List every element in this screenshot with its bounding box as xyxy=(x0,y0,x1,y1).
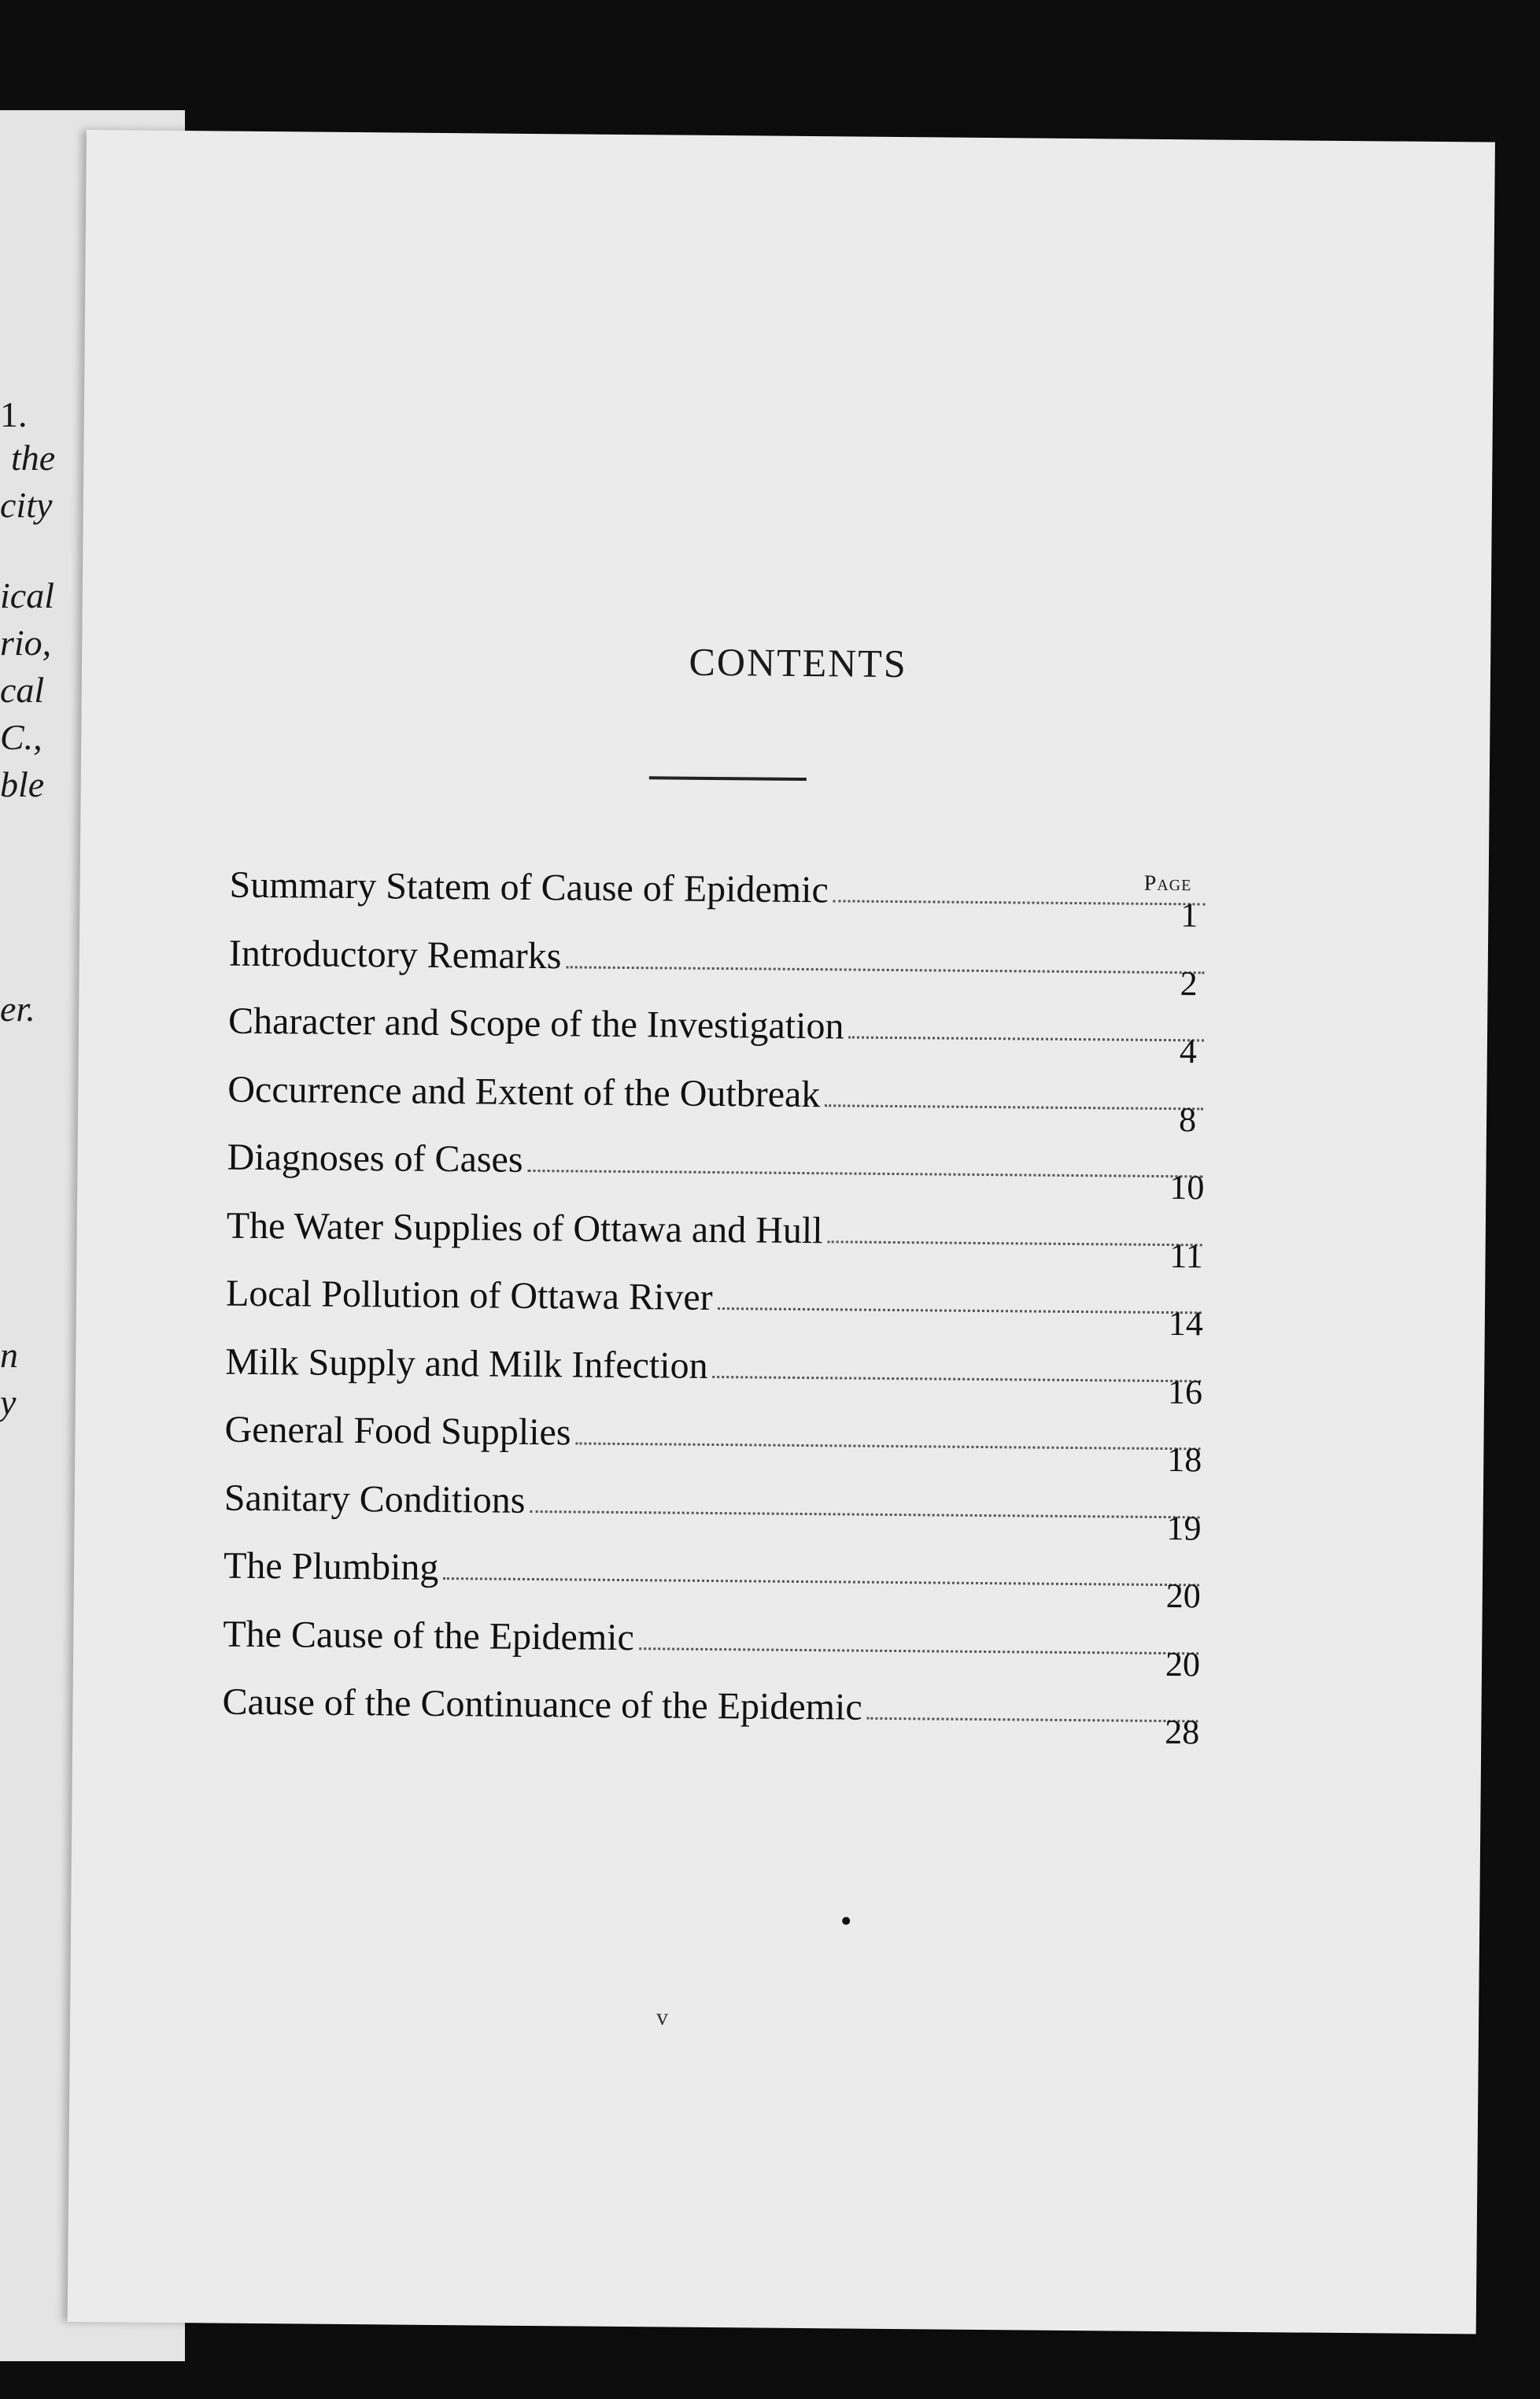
toc-entry-title: Diagnoses of Cases xyxy=(227,1136,523,1181)
toc-entry-title: The Water Supplies of Ottawa and Hull xyxy=(226,1204,823,1251)
toc-entry-page: 16 xyxy=(1167,1372,1203,1411)
toc-entry-title: The Cause of the Epidemic xyxy=(223,1613,635,1658)
toc-entry-page: 14 xyxy=(1168,1304,1204,1344)
toc-entry-page: 1 xyxy=(1180,896,1198,935)
toc-entry-page: 28 xyxy=(1165,1713,1200,1752)
toc-entry-page: 20 xyxy=(1165,1577,1202,1616)
toc-entry[interactable] xyxy=(229,863,1206,940)
leader-dots xyxy=(527,1170,1202,1177)
page-column-label: Page xyxy=(1143,871,1192,896)
leader-dots xyxy=(443,1577,1199,1586)
toc-entry[interactable] xyxy=(225,1340,1202,1416)
toc-entry-page: 11 xyxy=(1169,1236,1203,1275)
leader-dots xyxy=(530,1510,1199,1517)
toc-entry-page: 4 xyxy=(1179,1032,1198,1071)
leader-dots xyxy=(639,1647,1198,1654)
toc-entry-title: The Plumbing xyxy=(223,1544,439,1588)
toc-entry-title: Summary Statem of Cause of Epidemic xyxy=(229,863,829,911)
toc-entry[interactable] xyxy=(226,1203,1202,1280)
toc-entry[interactable] xyxy=(227,1067,1204,1144)
toc-entry[interactable] xyxy=(224,1408,1201,1484)
facing-page-text: n xyxy=(0,1335,18,1375)
facing-page-text: ble xyxy=(0,764,45,804)
toc-entry[interactable] xyxy=(223,1476,1200,1552)
toc-entry-page: 19 xyxy=(1166,1508,1202,1547)
leader-dots xyxy=(575,1442,1200,1450)
toc-entry-title: Local Pollution of Ottawa River xyxy=(225,1272,713,1318)
toc-entry-title: Sanitary Conditions xyxy=(223,1477,526,1521)
leader-dots xyxy=(867,1717,1198,1723)
facing-page-text: 1. xyxy=(0,394,28,434)
facing-page-text: ical xyxy=(0,575,54,615)
facing-page-text: the xyxy=(11,438,56,478)
page-title: CONTENTS xyxy=(689,639,907,686)
leader-dots xyxy=(833,900,1206,905)
toc-entry-page: 10 xyxy=(1169,1168,1205,1207)
toc-entry-title: Cause of the Continuance of the Epidemic xyxy=(222,1680,862,1728)
facing-page-text: rio, xyxy=(0,623,52,663)
table-of-contents xyxy=(222,863,1206,1757)
toc-entry[interactable] xyxy=(223,1544,1200,1621)
toc-entry-page: 18 xyxy=(1167,1440,1202,1480)
leader-dots xyxy=(827,1240,1202,1246)
toc-entry[interactable] xyxy=(227,1136,1203,1212)
facing-page-text: y xyxy=(0,1382,17,1422)
facing-page-text: C., xyxy=(0,717,42,757)
toc-entry-title: Character and Scope of the Investigation xyxy=(227,1000,844,1048)
leader-dots xyxy=(825,1104,1203,1110)
toc-entry[interactable] xyxy=(228,1000,1205,1076)
toc-entry[interactable] xyxy=(222,1680,1198,1757)
facing-page-text: er. xyxy=(0,989,35,1029)
leader-dots xyxy=(566,966,1204,974)
title-rule xyxy=(649,776,807,781)
toc-entry-title: Introductory Remarks xyxy=(228,932,562,977)
facing-page-text: cal xyxy=(0,670,45,710)
leader-dots xyxy=(712,1376,1201,1382)
ink-speck xyxy=(842,1917,850,1924)
page-number: v xyxy=(656,2004,669,2031)
contents-page xyxy=(68,130,1495,2334)
toc-entry-page: 2 xyxy=(1180,963,1198,1003)
toc-entry-title: General Food Supplies xyxy=(224,1408,571,1454)
facing-page-text: city xyxy=(0,485,53,525)
leader-dots xyxy=(848,1036,1204,1041)
toc-entry-title: Occurrence and Extent of the Outbreak xyxy=(227,1068,821,1115)
toc-entry[interactable] xyxy=(226,1272,1202,1348)
leader-dots xyxy=(717,1307,1201,1314)
toc-entry-page: 8 xyxy=(1178,1100,1197,1139)
toc-entry-page: 20 xyxy=(1165,1644,1201,1684)
toc-entry[interactable] xyxy=(223,1612,1199,1688)
toc-entry-title: Milk Supply and Milk Infection xyxy=(225,1340,708,1387)
toc-entry[interactable] xyxy=(228,931,1205,1007)
